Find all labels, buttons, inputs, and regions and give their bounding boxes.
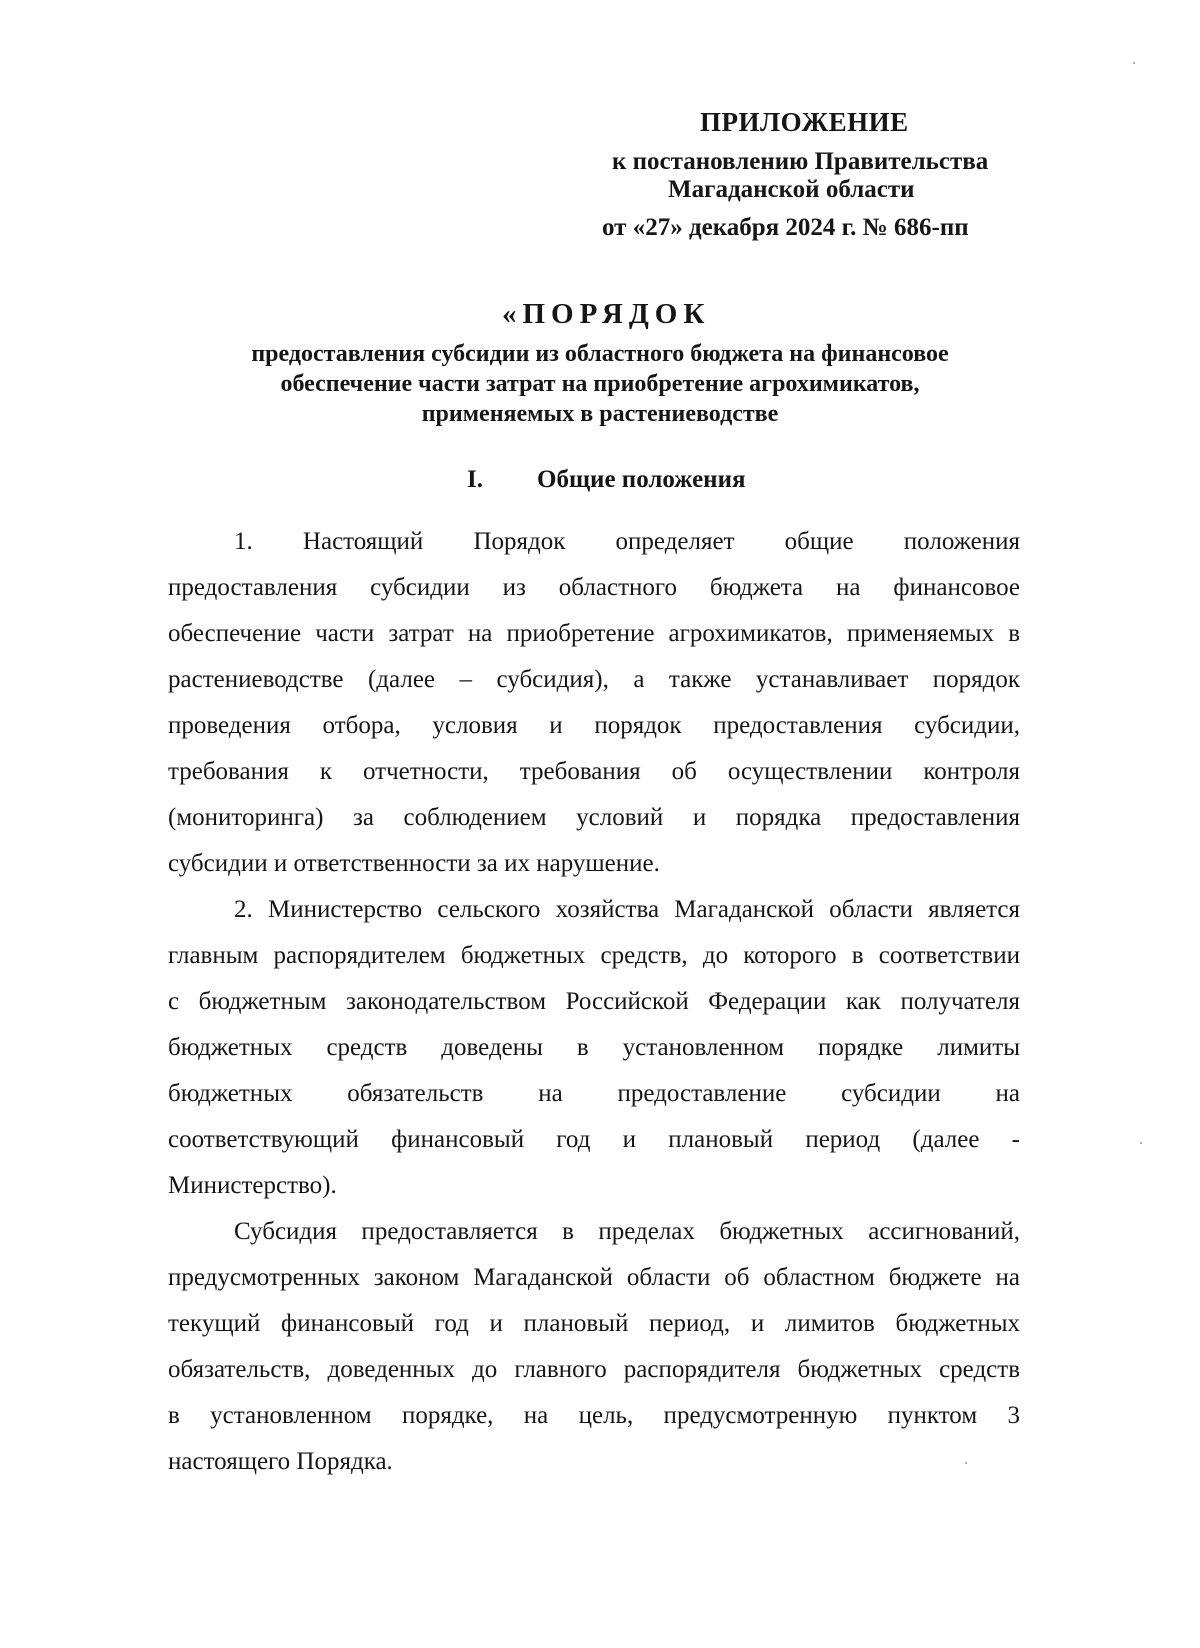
scan-speck (1133, 62, 1135, 64)
paragraph-3-line: в установленном порядке, на цель, предусмотренную пунктом 3 (168, 1402, 1020, 1429)
scan-speck (1140, 1142, 1142, 1144)
paragraph-3-line: Субсидия предоставляется в пределах бюджетных ассигнований, (234, 1218, 1020, 1245)
subtitle-line: предоставления субсидии из областного бюджета на финансовое (251, 341, 949, 367)
appendix-date-number-line: от «27» декабря 2024 г. № 686-пп (602, 214, 969, 241)
appendix-resolution-line: к постановлению Правительства (612, 148, 989, 175)
scan-speck (965, 1462, 967, 1464)
paragraph-2-line: главным распорядителем бюджетных средств, до которого в соответствии (168, 942, 1020, 969)
paragraph-3-line: настоящего Порядка. (168, 1448, 393, 1475)
paragraph-1-line: (мониторинга) за соблюдением условий и порядка предоставления (168, 804, 1020, 831)
paragraph-2-line: с бюджетным законодательством Российской Федерации как получателя (168, 988, 1020, 1015)
paragraph-1-line: требования к отчетности, требования об осуществлении контроля (168, 758, 1020, 785)
paragraph-2-line: Министерство). (168, 1172, 337, 1199)
paragraph-2-line: бюджетных обязательств на предоставление субсидии на (168, 1080, 1020, 1107)
document-title: «ПОРЯДОК (502, 298, 711, 330)
subtitle-line: обеспечение части затрат на приобретение агрохимикатов, (280, 371, 920, 397)
subtitle-line: применяемых в растениеводстве (421, 401, 779, 427)
paragraph-3-line: обязательств, доведенных до главного распорядителя бюджетных средств (168, 1356, 1020, 1383)
appendix-region-line: Магаданской области (668, 176, 915, 203)
paragraph-3-line: текущий финансовый год и плановый период, и лимитов бюджетных (168, 1310, 1020, 1337)
paragraph-1-line: растениеводстве (далее – субсидия), а также устанавливает порядок (168, 666, 1020, 693)
paragraph-2-line: 2. Министерство сельского хозяйства Магаданской области является (234, 896, 1020, 923)
paragraph-1-line: 1. Настоящий Порядок определяет общие положения (234, 528, 1020, 555)
paragraph-1-line: обеспечение части затрат на приобретение агрохимикатов, применяемых в (168, 620, 1020, 647)
section-title: Общие положения (537, 466, 746, 493)
section-number: I. (467, 466, 483, 493)
appendix-title: ПРИЛОЖЕНИЕ (700, 107, 909, 137)
paragraph-1-line: проведения отбора, условия и порядок предоставления субсидии, (168, 712, 1020, 739)
document-subtitle (180, 339, 1020, 429)
paragraph-2-line: бюджетных средств доведены в установленном порядке лимиты (168, 1034, 1020, 1061)
paragraph-1-line: предоставления субсидии из областного бюджета на финансовое (168, 574, 1020, 601)
paragraph-1-line: субсидии и ответственности за их нарушение. (168, 850, 660, 877)
paragraph-3-line: предусмотренных законом Магаданской области об областном бюджете на (168, 1264, 1020, 1291)
paragraph-2-line: соответствующий финансовый год и плановый период (далее - (168, 1126, 1020, 1153)
